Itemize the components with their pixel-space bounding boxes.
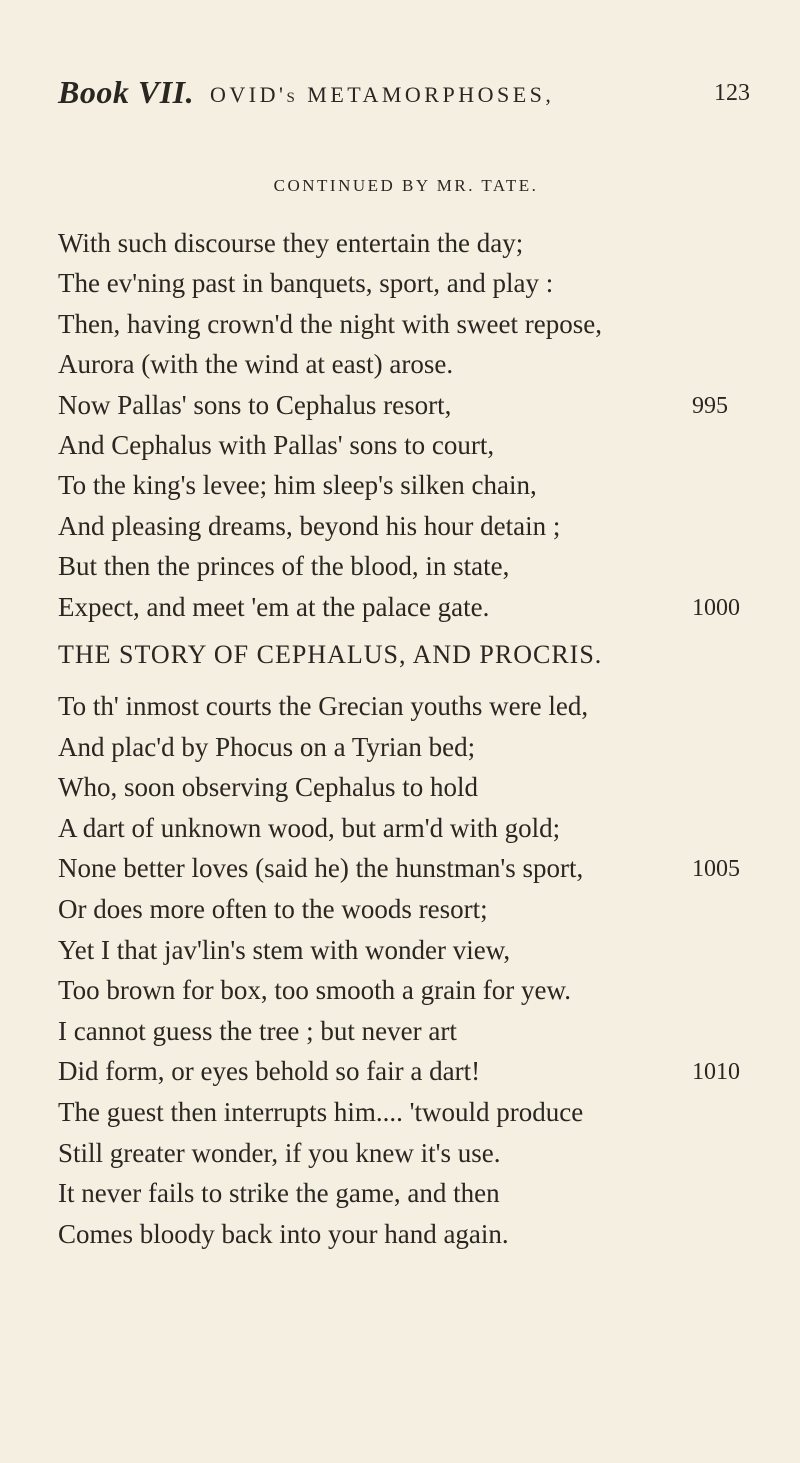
verse-line	[58, 553, 509, 580]
verse-line	[58, 1218, 509, 1249]
verse-line-text: And Cephalus with Pallas' sons to court,	[58, 430, 495, 460]
verse-line-text: Yet I that jav'lin's stem with wonder view,	[58, 934, 511, 965]
verse-line	[58, 731, 476, 762]
verse-line-text: I cannot guess the tree ; but never art	[58, 1015, 457, 1046]
verse-line	[58, 977, 571, 1004]
verse-line-text: Still greater wonder, if you knew it's use.	[58, 1137, 501, 1168]
verse-line	[58, 1015, 457, 1046]
verse-line	[58, 934, 511, 965]
verse-line-text: Or does more often to the woods resort;	[58, 894, 488, 924]
verse-line-text: To the king's levee; him sleep's silken chain,	[58, 470, 537, 501]
verse-line-text: Who, soon observing Cephalus to hold	[58, 772, 478, 803]
book-number: Book VII.	[58, 74, 195, 110]
verse-line-text: Did form, or eyes behold so fair a dart!	[58, 1056, 481, 1087]
work-title: OVID's METAMORPHOSES,	[210, 82, 555, 107]
section-heading: THE STORY OF CEPHALUS, AND PROCRIS.	[58, 640, 603, 669]
verse-line-text: The ev'ning past in banquets, sport, and play :	[58, 268, 554, 299]
verse-line	[58, 1180, 500, 1207]
verse-line	[58, 230, 523, 257]
verse-line	[58, 351, 453, 378]
line-number: 1010	[692, 1059, 740, 1086]
verse-line-text: Too brown for box, too smooth a grain for yew.	[58, 975, 572, 1006]
verse-line-text: Then, having crown'd the night with sweet repose,	[58, 308, 602, 339]
verse-line-text: To th' inmost courts the Grecian youths were led,	[58, 691, 589, 721]
verse-line	[58, 510, 561, 541]
verse-line	[58, 432, 494, 459]
verse-line	[58, 774, 478, 801]
verse-line-text: With such discourse they entertain the day;	[58, 228, 524, 258]
verse-line	[58, 1099, 583, 1126]
line-number: 995	[692, 392, 728, 419]
verse-line	[58, 896, 488, 923]
line-number: 1005	[692, 856, 740, 883]
continued-by-note: CONTINUED BY MR. TATE.	[273, 176, 539, 195]
running-head	[0, 74, 800, 114]
verse-line	[58, 693, 588, 720]
verse-line-text: Aurora (with the wind at east) arose.	[58, 349, 454, 380]
verse-line-text: The guest then interrupts him.... 'twould produce	[58, 1097, 584, 1127]
verse-line	[58, 270, 553, 297]
verse-line	[58, 308, 602, 339]
verse-line-text: And pleasing dreams, beyond his hour detain ;	[58, 510, 561, 541]
verse-line-text: Now Pallas' sons to Cephalus resort,	[58, 389, 452, 420]
page-number: 123	[714, 80, 750, 106]
verse-line-text: And plac'd by Phocus on a Tyrian bed;	[58, 731, 476, 762]
verse-line-text: Expect, and meet 'em at the palace gate.	[58, 591, 490, 622]
verse-line	[58, 472, 537, 499]
verse-line-text: Comes bloody back into your hand again.	[58, 1218, 509, 1249]
verse-line	[58, 591, 490, 622]
verse-line	[58, 855, 583, 882]
verse-line	[58, 1137, 501, 1168]
line-number: 1000	[692, 594, 740, 621]
verse-line-text: But then the princes of the blood, in state,	[58, 551, 510, 582]
verse-line-text: None better loves (said he) the hunstman's sport,	[58, 853, 584, 884]
verse-line	[58, 1058, 480, 1085]
verse-line	[58, 812, 561, 843]
verse-line	[58, 389, 452, 420]
verse-line-text: A dart of unknown wood, but arm'd with gold;	[58, 812, 561, 843]
verse-line-text: It never fails to strike the game, and then	[58, 1178, 500, 1209]
